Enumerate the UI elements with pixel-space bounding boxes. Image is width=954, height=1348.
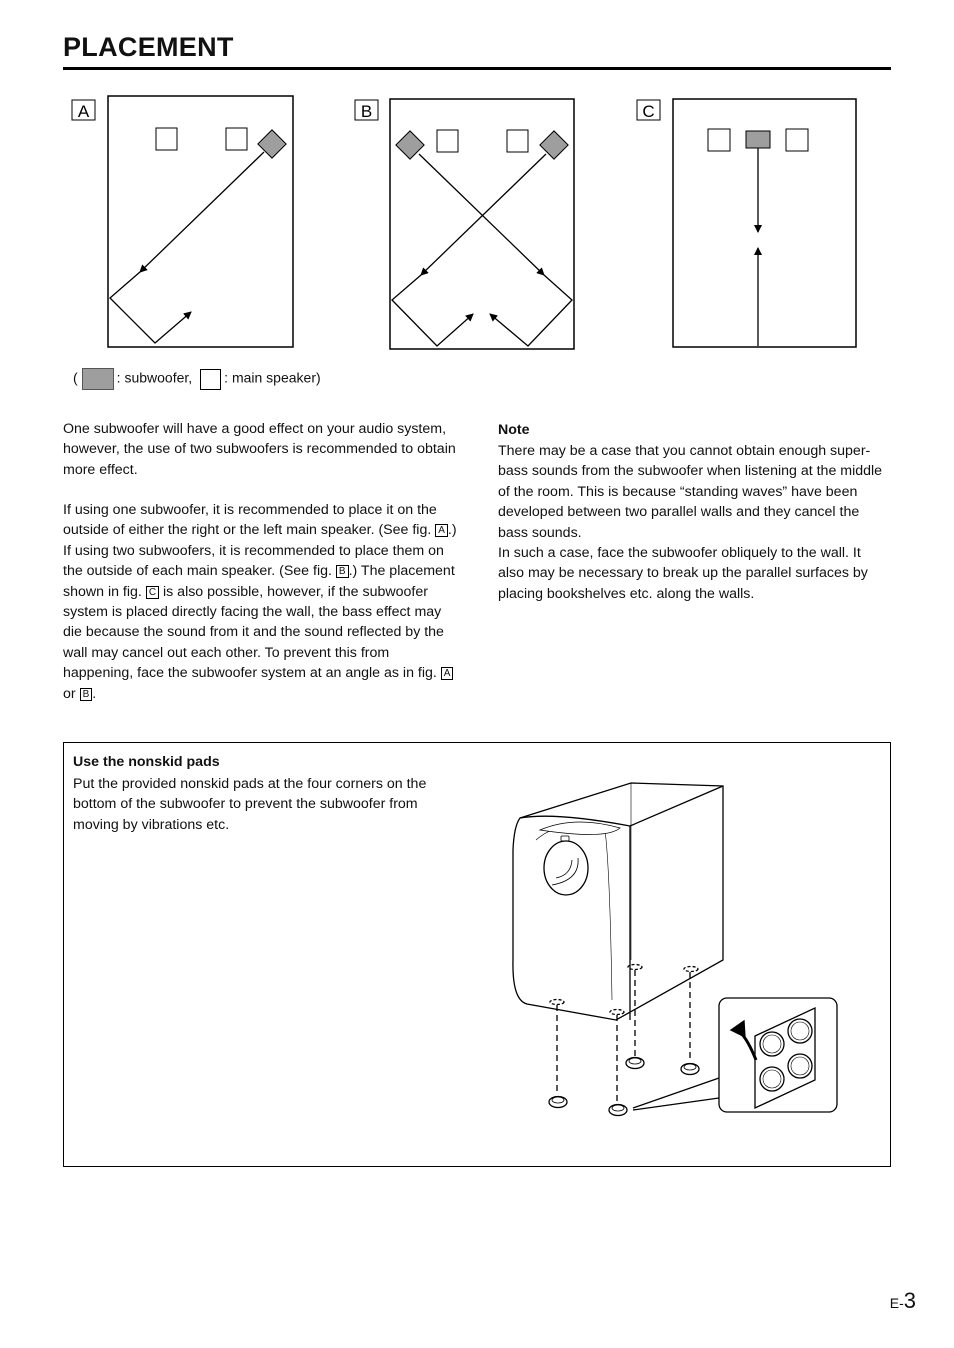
fig-ref-a-2: A <box>441 667 454 680</box>
body-text-5: or <box>63 685 80 702</box>
figure-a <box>72 96 293 347</box>
intro-paragraph: One subwoofer will have a good effect on your audio system, however, the use of two subwoofers is recommended to obtain more effect. <box>63 421 456 478</box>
note-paragraph-1: There may be a case that you cannot obtain enough super-bass sounds from the subwoofer when listening at the middle of the room. This is because “standing waves” have been developed between two parallel walls and they cancel the bass sounds. <box>498 443 883 541</box>
note-paragraph-2: In such a case, face the subwoofer obliquely to the wall. It also may be necessary to break up the parallel surfaces by placing bookshelves etc. along the walls. <box>498 545 868 602</box>
room-b <box>390 99 574 349</box>
placement-paragraph <box>63 500 463 704</box>
subwoofer-c <box>746 131 770 148</box>
fig-ref-b: B <box>336 565 349 578</box>
fig-ref-b-2: B <box>80 688 93 701</box>
legend-main-speaker-label: : main speaker) <box>224 369 321 386</box>
note-heading: Note <box>498 422 530 438</box>
body-text-4: is also possible, however, if the subwoofer system is placed directly facing the wall, the bass effect may die because the sound from it and the sound reflected by the wall may cancel out each other. To prevent this from happening, face the subwoofer system at an angle as in fig. <box>63 583 444 682</box>
legend-main-speaker-swatch <box>200 369 221 390</box>
fig-ref-c: C <box>146 586 159 599</box>
main-speaker-a-right <box>226 128 247 150</box>
body-text-3: .) The placement shown in fig. <box>63 563 455 600</box>
page-title: PLACEMENT <box>63 32 234 62</box>
nonskid-text: Put the provided nonskid pads at the four corners on the bottom of the subwoofer to prevent the subwoofer from moving by vibrations etc. <box>73 776 427 833</box>
body-text-2: .) If using two subwoofers, it is recommended to place them on the outside of each main speaker. (See fig. <box>63 522 457 580</box>
figure-a-tag: A <box>77 102 90 121</box>
main-speaker-c-left <box>708 129 730 151</box>
page-number-prefix: E- <box>889 1295 904 1311</box>
nonskid-heading: Use the nonskid pads <box>73 754 220 770</box>
room-a <box>108 96 293 347</box>
fig-ref-a: A <box>435 524 448 537</box>
page-number <box>890 1288 916 1314</box>
figure-c-tag: C <box>642 102 655 121</box>
main-speaker-a-left <box>156 128 177 150</box>
legend-subwoofer-swatch <box>82 368 114 390</box>
legend-open-paren: ( <box>73 369 78 386</box>
figure-b <box>355 99 574 349</box>
main-speaker-b-left <box>437 130 458 152</box>
figure-legend <box>73 368 321 390</box>
figure-b-tag: B <box>360 102 373 121</box>
body-text-1: If using one subwoofer, it is recommended to place it on the outside of either the right or the left main speaker. (See fig. <box>63 502 437 539</box>
page-number-value: 3 <box>903 1288 916 1313</box>
subwoofer-b-right <box>540 131 568 159</box>
body-text-6: . <box>92 685 97 702</box>
legend-subwoofer-label: : subwoofer, <box>116 369 193 386</box>
figure-c <box>637 99 856 347</box>
main-speaker-b-right <box>507 130 528 152</box>
main-speaker-c-right <box>786 129 808 151</box>
